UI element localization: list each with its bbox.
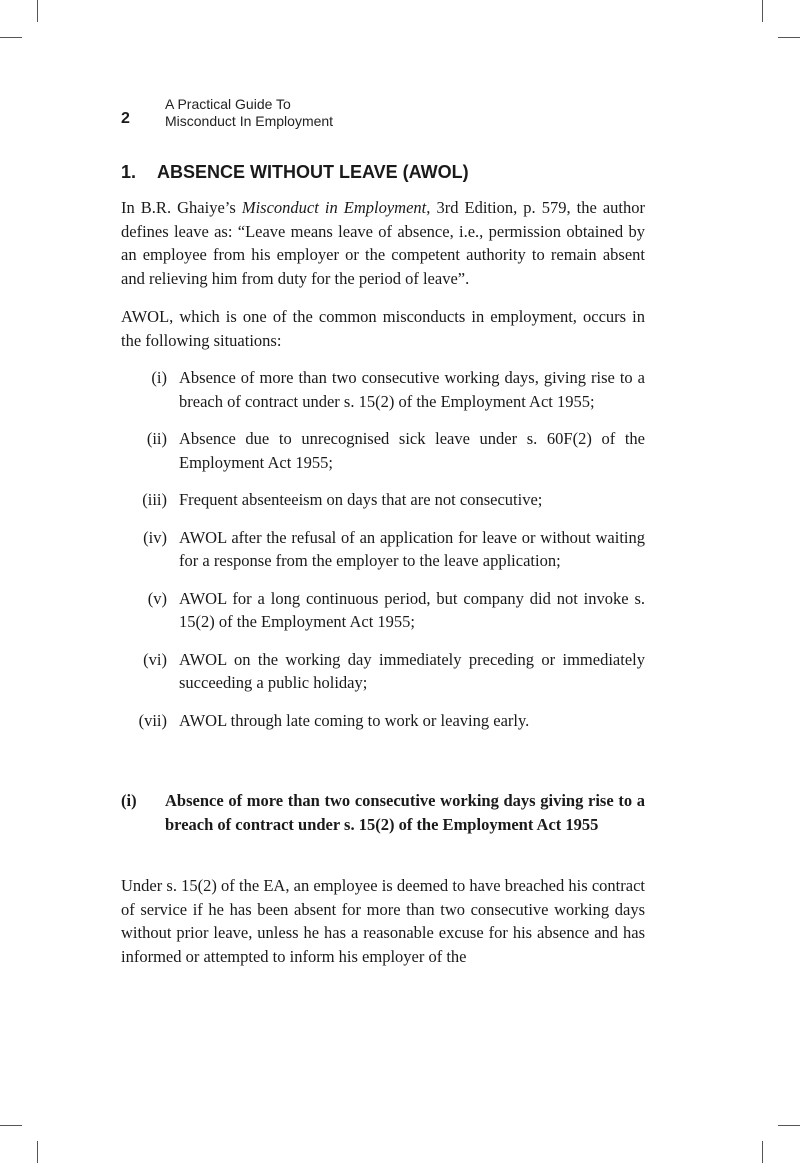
crop-mark — [37, 1141, 38, 1163]
situations-list — [121, 366, 645, 746]
list-item-text: AWOL on the working day immediately preceding or immediately succeeding a public holiday; — [179, 649, 645, 692]
subsection-label: (i) — [121, 791, 137, 810]
list-item-label: (vii) — [138, 710, 167, 730]
paragraph-ea-15-2: Under s. 15(2) of the EA, an employee is deemed to have breached his contract of service if he has been absent for more than two consecutive working days without prior leave, unless he has a reasonable excuse for his absence and has informed or attempted to inform his employer of the — [121, 876, 645, 966]
list-item — [121, 427, 645, 474]
list-item-label: (iii) — [142, 490, 167, 509]
subsection-title: Absence of more than two consecutive working days giving rise to a breach of contract under s. 15(2) of the Employment Act 1955 — [165, 791, 645, 834]
crop-mark — [762, 0, 763, 22]
running-title-line-1: A Practical Guide To — [165, 96, 291, 112]
list-item — [121, 709, 645, 733]
crop-mark — [0, 1125, 22, 1126]
list-item-label: (ii) — [146, 429, 167, 448]
list-item-text: AWOL after the refusal of an application for leave or without waiting for a response from the employer to the leave application; — [179, 527, 645, 570]
list-item-text: AWOL for a long continuous period, but company did not invoke s. 15(2) of the Employment Act 1955; — [179, 588, 645, 631]
list-item — [121, 366, 645, 413]
list-item-text: AWOL through late coming to work or leaving early. — [179, 710, 530, 730]
list-item-text: Absence of more than two consecutive working days, giving rise to a breach of contract under s. 15(2) of the Employment Act 1955; — [179, 368, 645, 411]
paragraph-definition — [121, 196, 645, 290]
list-item — [121, 587, 645, 634]
para1-pre: In B.R. Ghaiye’s — [121, 198, 242, 217]
crop-mark — [0, 37, 22, 38]
subsection-heading — [121, 789, 645, 836]
crop-mark — [778, 37, 800, 38]
running-title-line-2: Misconduct In Employment — [165, 113, 334, 129]
crop-mark — [762, 1141, 763, 1163]
list-item — [121, 488, 645, 512]
running-title — [165, 96, 465, 130]
list-item-text: Frequent absenteeism on days that are not consecutive; — [179, 490, 543, 509]
section-heading — [121, 162, 469, 183]
paragraph-intro: AWOL, which is one of the common misconducts in employment, occurs in the following situations: — [121, 307, 645, 350]
list-item — [121, 526, 645, 573]
section-number: 1. — [121, 162, 137, 182]
list-item — [121, 648, 645, 695]
para1-post: , 3rd Edition, p. 579, the author defines leave as: “Leave means leave of absence, i.e., permission obtained by an employee from his employer or the competent authority to remain absent and relieving him from duty for the period of leave”. — [121, 198, 646, 288]
page-number: 2 — [121, 110, 130, 127]
list-item-label: (iv) — [143, 527, 167, 547]
book-title: Misconduct in Employment — [241, 198, 427, 217]
list-item-text: Absence due to unrecognised sick leave under s. 60F(2) of the Employment Act 1955; — [179, 429, 645, 472]
list-item-label: (v) — [147, 588, 167, 608]
crop-mark — [778, 1125, 800, 1126]
list-item-label: (vi) — [143, 649, 167, 669]
list-item-label: (i) — [151, 368, 167, 387]
section-title: ABSENCE WITHOUT LEAVE (AWOL) — [157, 162, 469, 182]
crop-mark — [37, 0, 38, 22]
